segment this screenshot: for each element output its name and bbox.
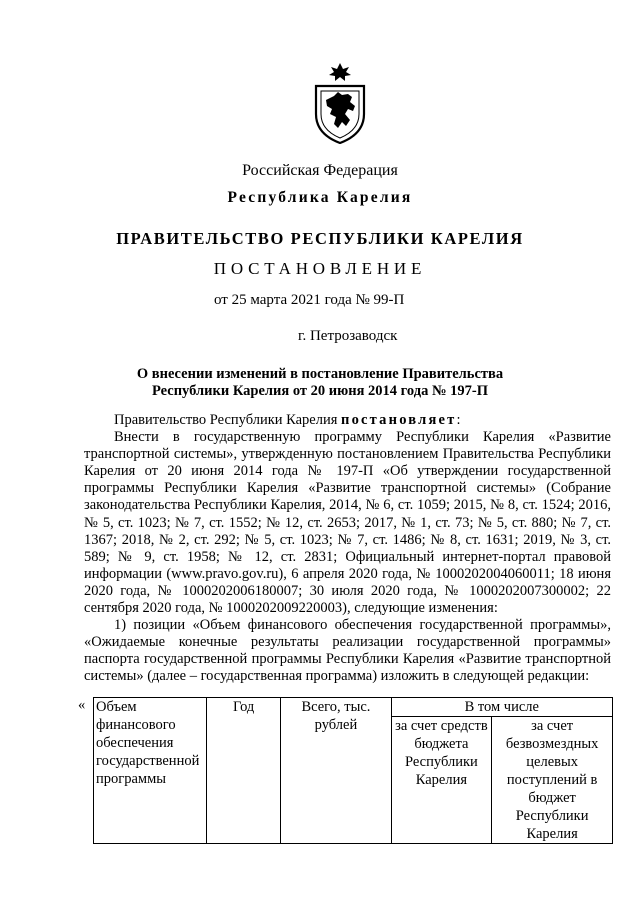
financing-table [93,697,613,844]
document-title-line-2: Республики Карелия от 20 июня 2014 года № 197-П [151,383,488,399]
document-date: от 25 марта 2021 года № 99-П [214,292,405,308]
paragraph-amendment: Внести в государственную программу Республики Карелия «Развитие транспортной системы», утвержденную постановлением Правительства Республики Карелия от 20 июня 2014 года № 197-П «Об утверждении государственной программы Республики Карелия «Развитие транспортной системы» (Собрание законодательства Республики Карелия, 2014, № 6, ст. 1059; 2015, № 8, ст. 1524; 2016, № 5, ст. 1023; № 7, ст. 1552; № 12, ст. 2653; 2017, № 1, ст. 73; № 5, ст. 880; № 7, ст. 1367; 2018, № 2, ст. 292; № 5, ст. 1023; № 7, ст. 1486; № 8, ст. 1631; 2019, № 3, ст. 589; № 9, ст. 1958; № 12, ст. 2831; Официальный интернет-портал правовой информации (www.pravo.gov.ru), 6 апреля 2020 года, № 1000202004060011; 18 июня 2020 года, № 1000202006180007; 30 июля 2020 года, № 1000202007300002; 22 сентября 2020 года, № 1000202009220003), следующие изменения: [84,429,611,617]
paragraph-preamble [84,412,611,429]
karelia-coat-of-arms-icon [312,62,368,144]
cell-including: В том числе [391,698,612,717]
document-city: г. Петрозаводск [298,328,398,344]
document-type: ПОСТАНОВЛЕНИЕ [213,259,427,278]
cell-grant-receipts: за счет безвозмездных целевых поступлений в бюджет Республики Карелия [492,717,613,844]
government-name: ПРАВИТЕЛЬСТВО РЕСПУБЛИКИ КАРЕЛИЯ [116,229,524,248]
cell-financing-volume: Объем финансового обеспечения государственной программы [94,698,207,844]
cell-year: Год [206,698,280,844]
document-body [84,412,611,686]
preamble-decree-word: постановляет [341,412,457,428]
preamble-prefix: Правительство Республики Карелия [114,412,342,428]
document-title-line-1: О внесении изменений в постановление Правительства [136,366,504,382]
country-name: Российская Федерация [242,162,398,179]
table-open-quote: « [78,697,86,713]
republic-name: Республика Карелия [227,189,413,206]
preamble-suffix: : [456,412,461,428]
cell-total: Всего, тыс. рублей [281,698,391,844]
cell-republic-budget: за счет средств бюджета Республики Карелия [391,717,492,844]
paragraph-item-1: 1) позиции «Объем финансового обеспечения государственной программы», «Ожидаемые конечные результаты реализации государственной программы» паспорта государственной программы Республики Карелия «Развитие транспортной системы» (далее – государственная программа) изложить в следующей редакции: [84,617,611,685]
